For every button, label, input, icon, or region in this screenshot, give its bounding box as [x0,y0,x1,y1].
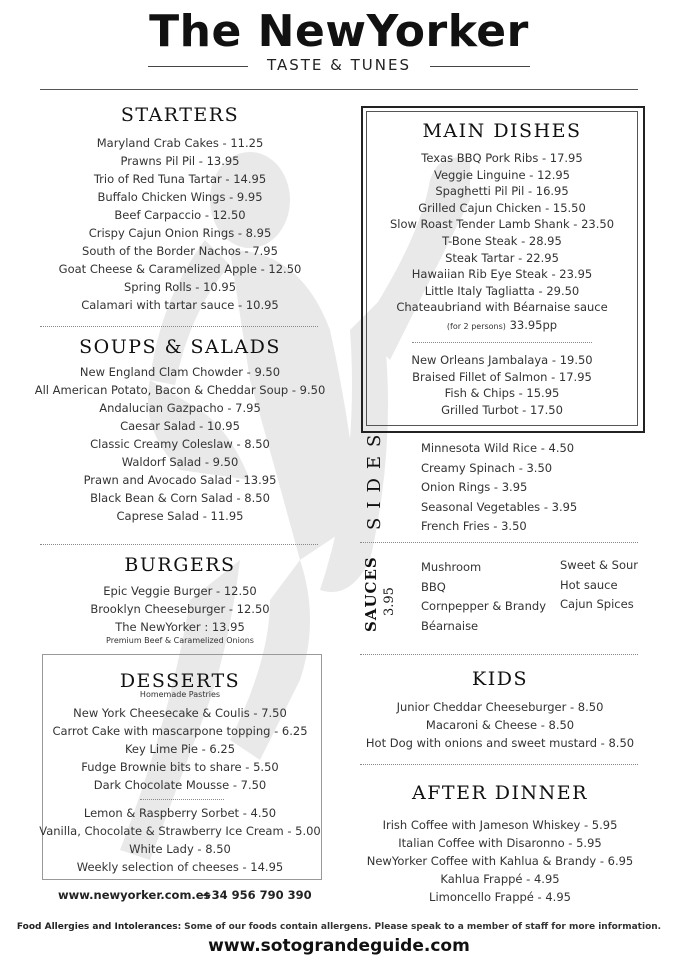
main-dishes-divider [412,342,592,343]
section-divider [360,654,638,655]
menu-item: Minnesota Wild Rice - 4.50 [421,441,575,455]
menu-item: All American Potato, Bacon & Cheddar Soup - 9.50 [34,383,326,397]
sauces-list-col2 [560,556,638,615]
kids-heading: KIDS [472,668,528,690]
menu-item: Buffalo Chicken Wings - 9.95 [97,190,263,204]
sauces-price: 3.95 [382,587,397,616]
menu-item-note: (for 2 persons) [446,321,506,331]
tagline: TASTE & TUNES [266,56,411,74]
menu-item: Sweet & Sour [560,558,638,572]
menu-item: Grilled Cajun Chicken - 15.50 [418,200,586,215]
menu-item: Beef Carpaccio - 12.50 [114,208,246,222]
menu-item: Prawns Pil Pil - 13.95 [120,154,240,168]
starters-heading: STARTERS [120,104,240,126]
menu-item: Carrot Cake with mascarpone topping - 6.25 [52,724,308,738]
menu-item: Mushroom [421,560,482,574]
menu-item: Béarnaise [421,618,479,633]
desserts-heading: DESSERTS [119,670,241,692]
desserts-list [30,704,330,794]
menu-item: Italian Coffee with Disaronno - 5.95 [398,836,602,850]
sauces-list-col1 [421,558,546,636]
menu-item: NewYorker Coffee with Kahlua & Brandy - 6.95 [366,854,634,868]
menu-item: Braised Fillet of Salmon - 17.95 [412,369,592,384]
section-divider [360,542,638,543]
menu-item-chateaubriand-price [366,316,638,336]
main-dishes-list-2 [366,352,638,418]
allergy-notice [0,922,678,932]
main-dishes-heading: MAIN DISHES [422,120,582,142]
soups-salads-heading: SOUPS & SALADS [79,336,281,358]
menu-item: Fish & Chips - 15.95 [444,386,560,401]
after-dinner-heading: AFTER DINNER [412,782,588,804]
menu-item: Hot Dog with onions and sweet mustard - 8.50 [365,736,635,750]
sides-list [421,439,577,537]
menu-item: Dark Chocolate Mousse - 7.50 [93,778,267,792]
menu-item: Limoncello Frappé - 4.95 [429,890,571,904]
menu-item: T-Bone Steak - 28.95 [442,233,562,248]
tagline-rule-right [430,66,530,67]
menu-item: Slow Roast Tender Lamb Shank - 23.50 [389,217,615,232]
menu-item: Crispy Cajun Onion Rings - 8.95 [88,226,272,240]
kids-list [350,698,650,752]
menu-item: Calamari with tartar sauce - 10.95 [81,298,279,312]
menu-item: New York Cheesecake & Coulis - 7.50 [73,706,287,720]
menu-item: Cornpepper & Brandy [421,599,546,613]
allergy-label: Food Allergies and Intolerances: [16,922,182,932]
section-divider [40,326,318,327]
menu-item: Onion Rings - 3.95 [421,480,528,494]
desserts-divider [140,799,224,800]
section-divider [360,764,638,765]
main-dishes-list [366,150,638,336]
menu-item: Cajun Spices [560,597,634,611]
menu-item: Spaghetti Pil Pil - 16.95 [435,184,569,199]
menu-item: Hot sauce [560,577,618,592]
menu-item: Chateaubriand with Béarnaise sauce [396,300,608,315]
menu-item: Kahlua Frappé - 4.95 [440,872,560,886]
menu-item: Caesar Salad - 10.95 [120,419,240,433]
menu-item: South of the Border Nachos - 7.95 [82,244,278,258]
menu-item: French Fries - 3.50 [421,519,527,533]
menu-item: BBQ [421,579,446,594]
guide-website[interactable]: www.sotograndeguide.com [208,936,470,956]
menu-item: Fudge Brownie bits to share - 5.50 [81,760,279,774]
menu-item: Goat Cheese & Caramelized Apple - 12.50 [58,262,302,276]
menu-item: Caprese Salad - 11.95 [116,509,244,523]
menu-item: Creamy Spinach - 3.50 [421,460,553,475]
menu-item-price: 33.95pp [509,317,558,332]
menu-item: Macaroni & Cheese - 8.50 [425,718,575,732]
menu-item: Hawaiian Rib Eye Steak - 23.95 [411,267,593,282]
menu-item: Spring Rolls - 10.95 [123,280,237,294]
menu-item: Classic Creamy Coleslaw - 8.50 [90,437,270,451]
allergy-text: Some of our foods contain allergens. Please speak to a member of staff for more information. [184,922,662,932]
menu-item: Vanilla, Chocolate & Strawberry Ice Cream - 5.00 [39,824,321,838]
menu-item: The NewYorker : 13.95 [115,620,245,634]
after-dinner-list [350,816,650,906]
sauces-heading: SAUCES [362,556,380,632]
starters-list [30,134,330,314]
menu-item: New Orleans Jambalaya - 19.50 [411,353,593,367]
menu-item: Grilled Turbot - 17.50 [441,402,563,417]
menu-item: Veggie Linguine - 12.95 [434,167,570,182]
section-divider [40,544,318,545]
menu-item: Andalucian Gazpacho - 7.95 [99,401,261,415]
menu-item: Waldorf Salad - 9.50 [121,455,239,469]
menu-item: Seasonal Vegetables - 3.95 [421,499,578,514]
menu-item: Steak Tartar - 22.95 [445,250,559,265]
phone-number[interactable]: +34 956 790 390 [202,888,312,902]
menu-item: White Lady - 8.50 [129,842,231,856]
menu-item: Epic Veggie Burger - 12.50 [103,584,257,598]
restaurant-logo-title: The NewYorker [149,6,529,57]
menu-item: Lemon & Raspberry Sorbet - 4.50 [83,806,277,820]
menu-item: Key Lime Pie - 6.25 [124,742,236,756]
menu-item: Black Bean & Corn Salad - 8.50 [90,491,270,505]
sides-heading: SIDES [364,425,385,530]
menu-item: New England Clam Chowder - 9.50 [79,365,281,379]
desserts-subtitle: Homemade Pastries [139,690,221,699]
menu-item: Irish Coffee with Jameson Whiskey - 5.95 [382,818,618,832]
burgers-heading: BURGERS [124,554,236,576]
website-link[interactable]: www.newyorker.com.es [58,888,211,902]
menu-item: Texas BBQ Pork Ribs - 17.95 [421,151,583,165]
menu-item: Trio of Red Tuna Tartar - 14.95 [93,172,267,186]
menu-item: Junior Cheddar Cheeseburger - 8.50 [396,700,604,714]
menu-item: Weekly selection of cheeses - 14.95 [76,860,284,874]
header-divider [40,89,638,90]
menu-item-note: Premium Beef & Caramelized Onions [106,636,254,645]
burgers-list [30,582,330,645]
menu-item: Prawn and Avocado Salad - 13.95 [83,473,277,487]
menu-item: Little Italy Tagliatta - 29.50 [424,283,580,298]
menu-item: Maryland Crab Cakes - 11.25 [96,136,264,150]
menu-item: Brooklyn Cheeseburger - 12.50 [90,602,270,616]
soups-salads-list [20,363,340,525]
desserts-list-2 [30,804,330,876]
